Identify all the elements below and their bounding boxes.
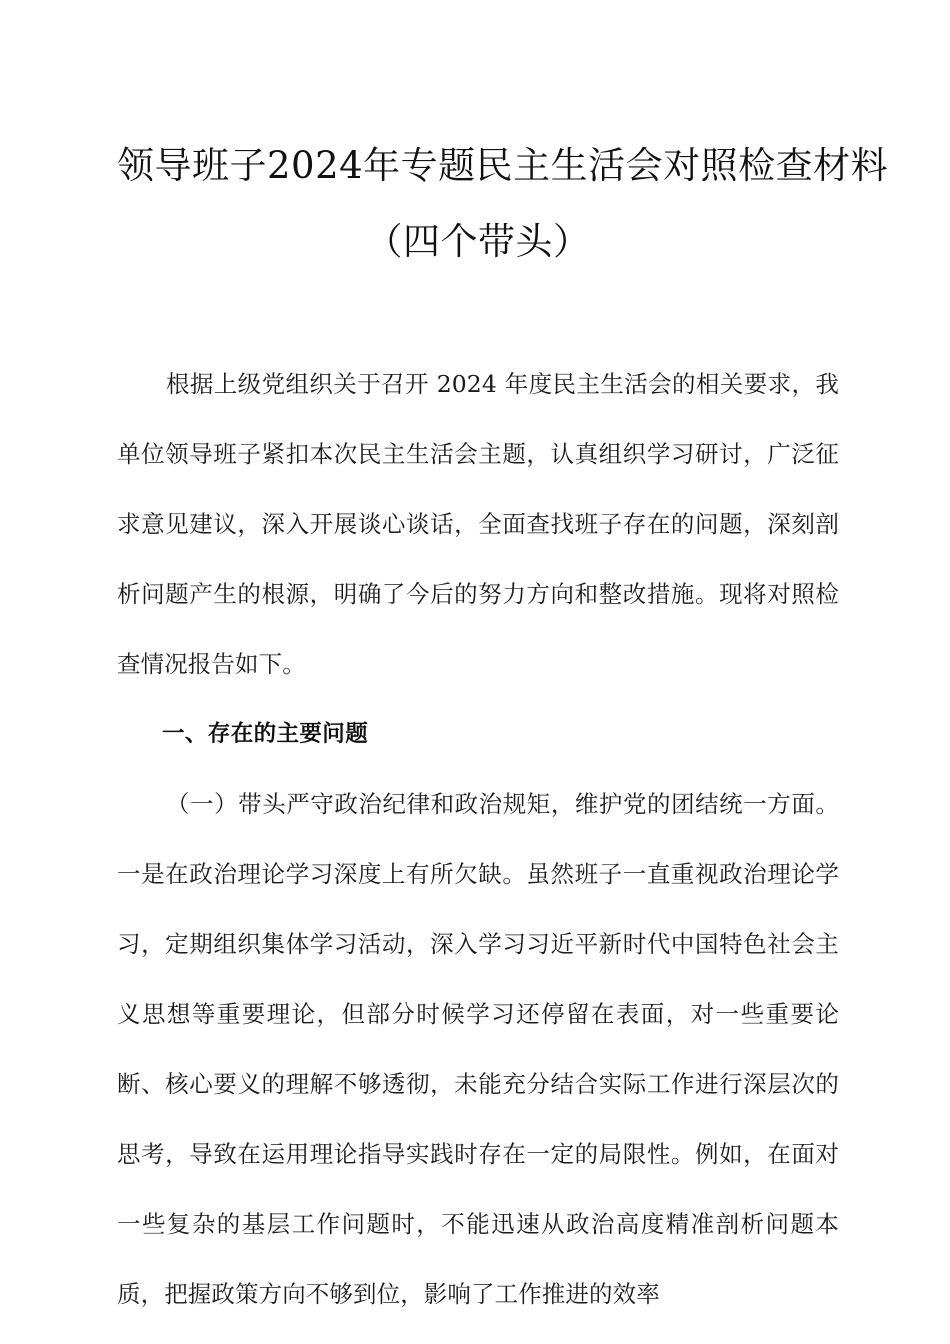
document-body bbox=[117, 349, 839, 1329]
page-title-line-main: 领导班子2024年专题民主生活会对照检查材料 bbox=[117, 144, 889, 187]
section-heading-main-problems: 一、存在的主要问题 bbox=[162, 721, 369, 747]
page-title bbox=[117, 0, 889, 273]
paragraph-section-1-item-1: （一）带头严守政治纪律和政治规矩，维护党的团结统一方面。一是在政治理论学习深度上有所欠缺。虽然班子一直重视政治理论学习，定期组织集体学习活动，深入学习习近平新时代中国特色社会主义思想等重要理论，但部分时候学习还停留在表面，对一些重要论断、核心要义的理解不够透彻，未能充分结合实际工作进行深层次的思考，导致在运用理论指导实践时存在一定的局限性。例如，在面对一些复杂的基层工作问题时，不能迅速从政治高度精准剖析问题本质，把握政策方向不够到位，影响了工作推进的效率 bbox=[117, 790, 839, 1308]
document-content bbox=[117, 0, 889, 1329]
page-title-line-sub: （四个带头） bbox=[365, 220, 591, 263]
paragraph-intro: 根据上级党组织关于召开 2024 年度民主生活会的相关要求，我单位领导班子紧扣本次民主生活会主题，认真组织学习研讨，广泛征求意见建议，深入开展谈心谈话，全面查找班子存在的问题，深刻剖析问题产生的根源，明确了今后的努力方向和整改措施。现将对照检查情况报告如下。 bbox=[117, 370, 839, 678]
